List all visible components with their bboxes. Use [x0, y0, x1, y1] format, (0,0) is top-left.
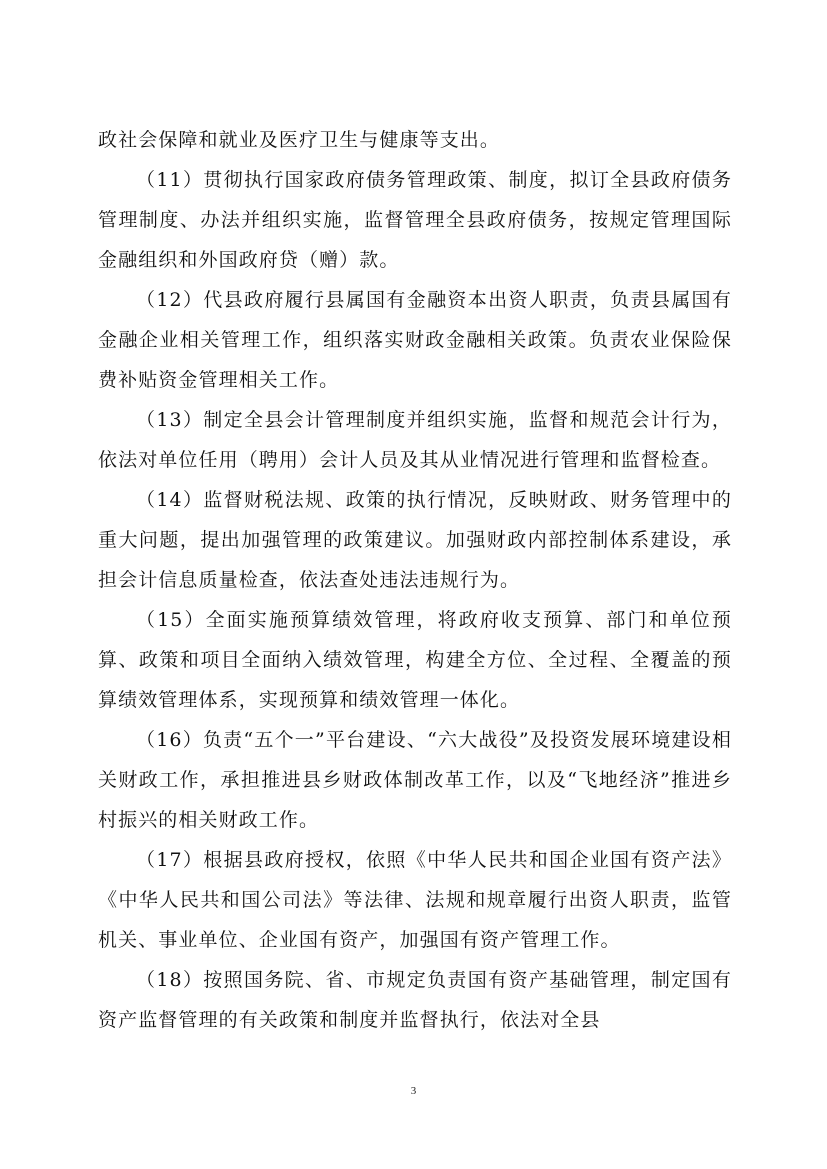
paragraph-11: （11）贯彻执行国家政府债务管理政策、制度，拟订全县政府债务管理制度、办法并组织实施，监督管理全县政府债务，按规定管理国际金融组织和外国政府贷（赠）款。	[98, 169, 732, 271]
paragraph-0: 政社会保障和就业及医疗卫生与健康等支出。	[98, 129, 501, 151]
paragraph-16: （16）负责“五个一”平台建设、“六大战役”及投资发展环境建设相关财政工作，承担推进县乡财政体制改革工作，以及“飞地经济”推进乡村振兴的相关财政工作。	[98, 729, 732, 831]
paragraph-17: （17）根据县政府授权，依照《中华人民共和国企业国有资产法》《中华人民共和国公司法》等法律、法规和规章履行出资人职责，监管机关、事业单位、企业国有资产，加强国有资产管理工作。	[98, 849, 732, 951]
paragraph-14: （14）监督财税法规、政策的执行情况，反映财政、财务管理中的重大问题，提出加强管理的政策建议。加强财政内部控制体系建设，承担会计信息质量检查，依法查处违法违规行为。	[98, 489, 732, 591]
paragraph-18: （18）按照国务院、省、市规定负责国有资产基础管理，制定国有资产监督管理的有关政策和制度并监督执行，依法对全县	[98, 969, 732, 1031]
page-number: 3	[410, 1085, 417, 1097]
paragraph-15: （15）全面实施预算绩效管理，将政府收支预算、部门和单位预算、政策和项目全面纳入绩效管理，构建全方位、全过程、全覆盖的预算绩效管理体系，实现预算和绩效管理一体化。	[98, 609, 732, 711]
paragraph-12: （12）代县政府履行县属国有金融资本出资人职责，负责县属国有金融企业相关管理工作，组织落实财政金融相关政策。负责农业保险保费补贴资金管理相关工作。	[98, 289, 732, 391]
paragraph-13: （13）制定全县会计管理制度并组织实施，监督和规范会计行为，依法对单位任用（聘用）会计人员及其从业情况进行管理和监督检查。	[98, 409, 732, 471]
document-body	[98, 120, 732, 1040]
